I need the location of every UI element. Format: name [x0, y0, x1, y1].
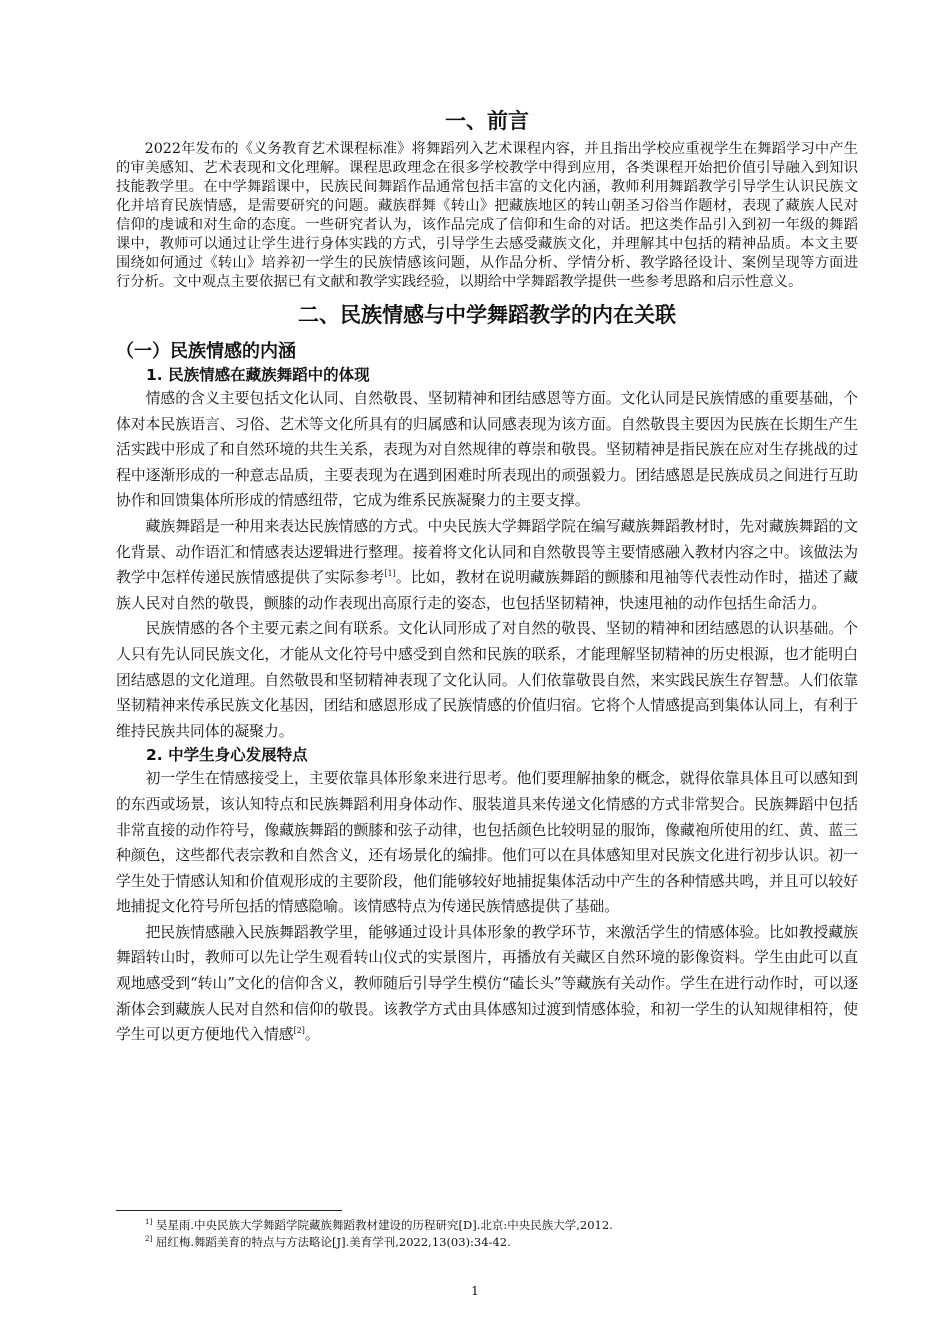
intro-paragraph: 2022年发布的《义务教育艺术课程标准》将舞蹈列入艺术课程内容，并且指出学校应重视学生在舞蹈学习中产生的审美感知、艺术表现和文化理解。课程思政理念在很多学校教学中得到应用，各类课程开始把价值引导融入到知识技能教学里。在中学舞蹈课中，民族民间舞蹈作品通常包括丰富的文化内涵，教师利用舞蹈教学引导学生认识民族文化并培育民族情感，是需要研究的问题。藏族群舞《转山》把藏族地区的转山朝圣习俗当作题材，表现了藏族人民对信仰的虔诚和对生命的态度。一些研究者认为，该作品完成了信仰和生命的对话。把这类作品引入到初一年级的舞蹈课中，教师可以通过让学生进行身体实践的方式，引导学生去感受藏族文化，并理解其中包括的精神品质。本文主要围绕如何通过《转山》培养初一学生的民族情感该问题，从作品分析、学情分析、教学路径设计、案例呈现等方面进行分析。文中观点主要依据已有文献和教学实践经验，以期给中学舞蹈教学提供一些参考思路和启示性意义。 — [116, 141, 858, 290]
paragraph-emotion-meaning: 情感的含义主要包括文化认同、自然敬畏、坚韧精神和团结感恩等方面。文化认同是民族情感的重要基础，个体对本民族语言、习俗、艺术等文化所具有的归属感和认同感表现为该方面。自然敬畏主要因为民族在长期生产生活实践中形成了和自然环境的共生关系，表现为对自然规律的尊崇和敬畏。坚韧精神是指民族在应对生存挑战的过程中逐渐形成的一种意志品质，主要表现为在遇到困难时所表现出的顽强毅力。团结感恩是民族成员之间进行互助协作和回馈集体所形成的情感纽带，它成为维系民族凝聚力的主要支撑。 — [116, 390, 858, 510]
item-heading-tibetan-dance: 1. 民族情感在藏族舞蹈中的体现 — [146, 366, 370, 384]
section-heading-intro: 一、前言 — [445, 109, 529, 133]
page-number: 1 — [471, 1284, 479, 1298]
footnote-mark: 1] — [145, 1218, 153, 1227]
paragraph-emotion-elements: 民族情感的各个主要元素之间有联系。文化认同形成了对自然的敬畏、坚韧的精神和团结感恩的认识基础。个人只有先认同民族文化，才能从文化符号中感受到自然和民族的联系，才能理解坚韧精神的历史根源，也才能明白团结感恩的文化道理。自然敬畏和坚韧精神表现了文化认同。人们依靠敬畏自然，来实践民族生存智慧。人们依靠坚韧精神来传承民族文化基因，团结和感恩形成了民族情感的价值归宿。它将个人情感提高到集体认同上，有利于维持民族共同体的凝聚力。 — [116, 620, 858, 740]
paragraph-text: 把民族情感融入民族舞蹈教学里，能够通过设计具体形象的教学环节，来激活学生的情感体验。比如教授藏族舞蹈转山时，教师可以先让学生观看转山仪式的实景图片，再播放有关藏区自然环境的影像资料。学生由此可以直观地感受到“转山”文化的信仰含义，教师随后引导学生模仿“磕长头”等藏族有关动作。学生在进行动作时，可以逐渐体会到藏族人民对自然和信仰的敬畏。该教学方式由具体感知过渡到情感体验，和初一学生的认知规律相符，使学生可以更方便地代入情感 — [116, 923, 858, 1044]
paragraph-tibetan-dance — [116, 514, 858, 616]
paragraph-student-cognition: 初一学生在情感接受上，主要依靠具体形象来进行思考。他们要理解抽象的概念，就得依靠具体且可以感知到的东西或场景，该认知特点和民族舞蹈利用身体动作、服装道具来传递文化情感的方式非常契合。民族舞蹈中包括非常直接的动作符号，像藏族舞蹈的颤膝和弦子动律，也包括颜色比较明显的服饰，像藏袍所使用的红、黄、蓝三种颜色，这些都代表宗教和自然含义，还有场景化的编排。他们可以在具体感知里对民族文化进行初步认识。初一学生处于情感认知和价值观形成的主要阶段，他们能够较好地捕捉集体活动中产生的各种情感共鸣，并且可以较好地捕捉文化符号所包括的情感隐喻。该情感特点为传递民族情感提供了基础。 — [116, 770, 858, 916]
citation-ref-2[interactable]: [2] — [293, 1026, 305, 1036]
footnotes — [116, 1210, 858, 1251]
section-heading-relation: 二、民族情感与中学舞蹈教学的内在关联 — [298, 303, 676, 327]
paragraph-text: 。 — [304, 1026, 320, 1044]
footnote-text: 吴星雨.中央民族大学舞蹈学院藏族舞蹈教材建设的历程研究[D].北京:中央民族大学,2012. — [155, 1218, 613, 1232]
footnote-2 — [145, 1234, 858, 1251]
footnote-divider — [116, 1210, 342, 1211]
item-heading-student-development: 2. 中学生身心发展特点 — [146, 746, 308, 765]
citation-ref-1[interactable]: [1] — [384, 569, 396, 579]
footnote-1 — [145, 1217, 858, 1234]
footnote-mark: 2] — [145, 1235, 153, 1244]
paragraph-text: 藏族舞蹈是一种用来表达民族情感的方式。中央民族大学舞蹈学院在编写藏族舞蹈教材时，先对藏族舞蹈的文化背景、动作语汇和情感表达逻辑进行整理。接着将文化认同和自然敬畏等主要情感融入教材内容之中。该做法为教学中怎样传递民族情感提供了实际参考 — [116, 517, 858, 587]
footnote-text: 屈红梅.舞蹈美育的特点与方法略论[J].美育学刊,2022,13(03):34-42. — [155, 1235, 511, 1249]
paragraph-teaching-approach — [116, 920, 858, 1048]
document-page — [116, 100, 858, 1048]
paragraph-text: 。比如，教材在说明藏族舞蹈的颤膝和甩袖等代表性动作时，描述了藏族人民对自然的敬畏，颤膝的动作表现出高原行走的姿态，也包括坚韧精神，快速甩袖的动作包括生命活力。 — [116, 569, 858, 612]
subsection-heading-connotation: （一）民族情感的内涵 — [116, 341, 296, 362]
